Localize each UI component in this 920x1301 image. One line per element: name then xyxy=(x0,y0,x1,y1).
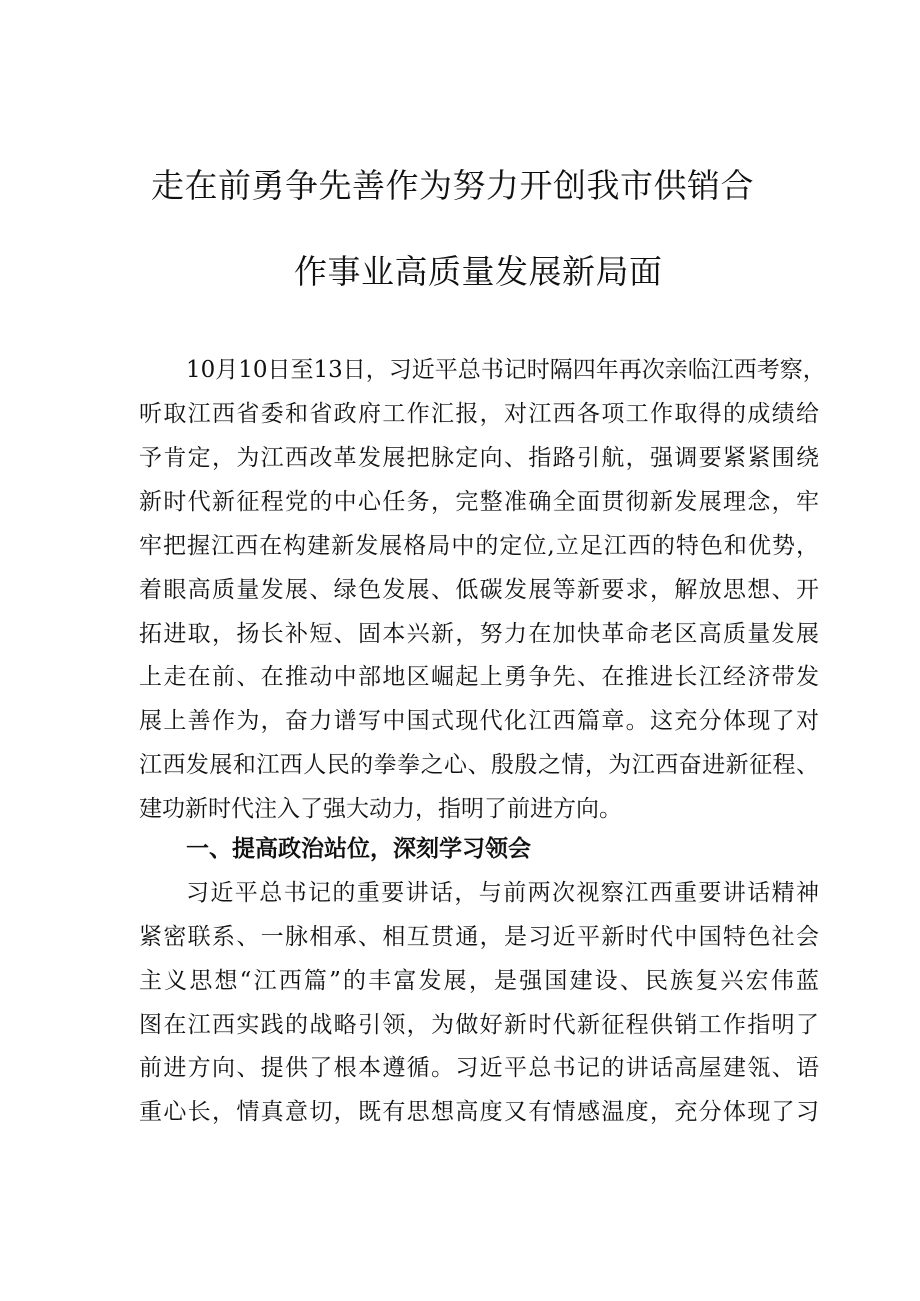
paragraph-line: 上走在前、在推动中部地区崛起上勇争先、在推进长江经济带发 xyxy=(139,664,819,690)
paragraph-line: 前进方向、提供了根本遵循。习近平总书记的讲话高屋建瓴、语 xyxy=(139,1055,819,1081)
paragraph-line: 牢把握江西在构建新发展格局中的定位,立足江西的特色和优势， xyxy=(139,533,819,559)
paragraph-line: 展上善作为，奋力谱写中国式现代化江西篇章。这充分体现了对 xyxy=(139,708,819,734)
paragraph-line: 予肯定，为江西改革发展把脉定向、指路引航，强调要紧紧围绕 xyxy=(139,445,819,471)
paragraph-line: 习近平总书记的重要讲话，与前两次视察江西重要讲话精神 xyxy=(186,880,819,906)
paragraph-line: 新时代新征程党的中心任务，完整准确全面贯彻新发展理念，牢 xyxy=(139,489,819,515)
paragraph-line: 拓进取，扬长补短、固本兴新，努力在加快革命老区高质量发展 xyxy=(139,621,819,647)
paragraph-line: 主义思想“江西篇”的丰富发展，是强国建设、民族复兴宏伟蓝 xyxy=(139,968,819,994)
paragraph-line: 建功新时代注入了强大动力，指明了前进方向。 xyxy=(139,796,622,822)
paragraph-line: 10月10日至13日，习近平总书记时隔四年再次亲临江西考察， xyxy=(186,357,826,383)
document-title-line-1: 走在前勇争先善作为努力开创我市供销合 xyxy=(151,166,754,205)
paragraph-line: 紧密联系、一脉相承、相互贯通，是习近平新时代中国特色社会 xyxy=(139,924,819,950)
paragraph-line: 听取江西省委和省政府工作汇报，对江西各项工作取得的成绩给 xyxy=(139,401,819,427)
paragraph-line: 江西发展和江西人民的拳拳之心、殷殷之情，为江西奋进新征程、 xyxy=(139,752,819,778)
document-title-line-2: 作事业高质量发展新局面 xyxy=(294,252,663,291)
paragraph-line: 着眼高质量发展、绿色发展、低碳发展等新要求，解放思想、开 xyxy=(139,577,819,603)
paragraph-line: 图在江西实践的战略引领，为做好新时代新征程供销工作指明了 xyxy=(139,1012,819,1038)
paragraph-line: 重心长，情真意切，既有思想高度又有情感温度，充分体现了习 xyxy=(139,1099,819,1125)
section-heading-1: 一、提高政治站位，深刻学习领会 xyxy=(186,836,531,862)
